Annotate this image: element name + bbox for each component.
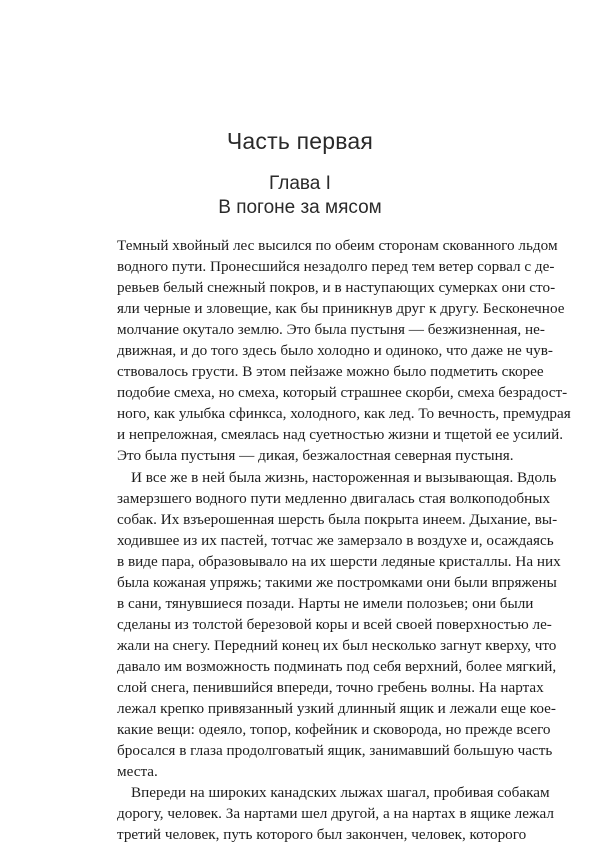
text-line: движная, и до того здесь было холодно и одиноко, что даже не чув-: [117, 342, 553, 360]
text-line: в сани, тянувшиеся позади. Нарты не имели полозьев; они были: [117, 594, 534, 612]
paragraph-1: [117, 235, 571, 467]
text-line: слой снега, пенившийся впереди, точно гребень волны. На нартах: [117, 678, 544, 696]
text-line: бросался в глаза продолговатый ящик, занимавший большую часть: [117, 742, 553, 760]
text-line: Это была пустыня — дикая, безжалостная северная пустыня.: [117, 447, 514, 465]
text-line: водного пути. Пронесшийся незадолго перед тем ветер сорвал с де-: [117, 258, 555, 276]
chapter-number: Глава I: [269, 173, 331, 194]
text-line: давало им возможность подминать под себя верхний, более мягкий,: [117, 657, 557, 675]
text-line: подобие смеха, но смеха, который страшнее скорби, смеха безрадост-: [117, 384, 568, 402]
text-line: ревьев белый снежный покров, и в наступающих сумерках они сто-: [117, 279, 556, 297]
text-line: молчание окутало землю. Это была пустыня — безжизненная, не-: [117, 321, 545, 339]
text-line: и непреложная, смеялась над суетностью жизни и тщетой ее усилий.: [117, 426, 564, 444]
text-line: И все же в ней была жизнь, настороженная и вызывающая. Вдоль: [131, 468, 557, 486]
text-line: места.: [117, 763, 158, 781]
text-line: какие вещи: одеяло, топор, кофейник и сковорода, но прежде всего: [117, 721, 551, 739]
text-line: ного, как улыбка сфинкса, холодного, как лед. То вечность, премудрая: [117, 405, 571, 423]
text-line: ходившее из их пастей, тотчас же замерзало в воздухе и, осаждаясь: [117, 531, 554, 549]
text-line: собак. Их взъерошенная шерсть была покрыта инеем. Дыхание, вы-: [117, 510, 558, 528]
chapter-body: [117, 235, 571, 845]
text-line: яли черные и зловещие, как бы приникнув друг к другу. Бесконечное: [117, 300, 565, 318]
text-line: дорогу, человек. За нартами шел другой, а на нартах в ящике лежал: [117, 805, 554, 823]
paragraph-3: [117, 782, 554, 845]
text-line: в виде пара, образовывало на их шерсти ледяные кристаллы. На них: [117, 552, 561, 570]
text-line: жали на снегу. Передний конец их был несколько загнут кверху, что: [117, 636, 557, 654]
text-line: лежал крепко привязанный узкий длинный ящик и лежали еще кое-: [117, 700, 556, 718]
part-title: Часть первая: [226, 128, 374, 154]
text-line: сделаны из толстой березовой коры и всей своей поверхностью ле-: [117, 615, 552, 633]
paragraph-2: [117, 467, 561, 783]
text-line: была кожаная упряжь; такими же постромками они были впряжены: [117, 573, 557, 591]
chapter-title: В погоне за мясом: [218, 197, 382, 218]
text-line: третий человек, путь которого был закончен, человек, которого: [117, 826, 527, 844]
text-line: ствовалось грусти. В этом пейзаже можно было подметить скорее: [117, 363, 544, 381]
text-line: Впереди на широких канадских лыжах шагал, пробивая собакам: [131, 784, 550, 802]
text-line: замерзшего водного пути медленно двигалась стая волкоподобных: [117, 489, 551, 507]
text-line: Темный хвойный лес высился по обеим сторонам скованного льдом: [117, 237, 558, 254]
